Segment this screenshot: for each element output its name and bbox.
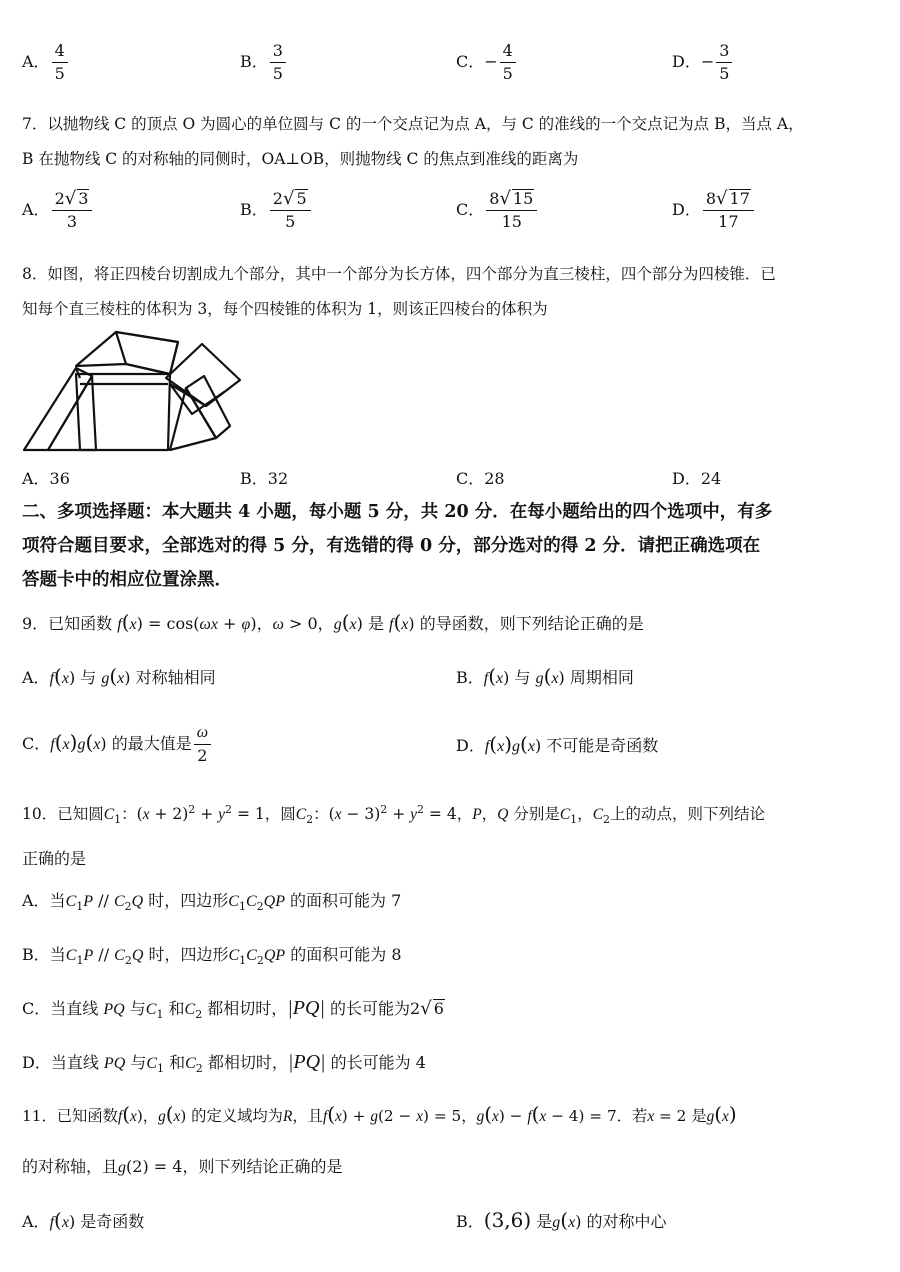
radical-icon: √	[282, 188, 295, 209]
math-y: y	[218, 806, 226, 823]
math-c: C	[145, 1001, 157, 1018]
paren: (	[54, 664, 62, 688]
paren: (	[165, 1102, 174, 1126]
math-x: x	[62, 736, 70, 753]
text: = 2 是	[654, 1107, 707, 1125]
q6-option-c	[456, 40, 518, 85]
text: = 4，	[424, 805, 473, 823]
math-f: f	[50, 736, 55, 753]
subscript: 1	[239, 954, 247, 968]
denominator: 5	[502, 64, 513, 83]
denominator: 15	[501, 212, 522, 231]
denominator: 5	[54, 64, 65, 83]
paren: (	[85, 730, 94, 754]
paren: (	[109, 664, 118, 688]
q10-option-c	[22, 996, 445, 1021]
math-r: R	[282, 1108, 293, 1125]
q10-option-d	[22, 1050, 426, 1075]
numerator	[486, 188, 537, 211]
paren: (	[714, 1102, 723, 1126]
math-p: P	[472, 806, 482, 823]
math-g: g	[552, 1214, 561, 1231]
coefficient: 2	[410, 999, 421, 1018]
paren: (	[341, 610, 350, 634]
q11-option-a	[22, 1208, 144, 1232]
math-x: x	[61, 1214, 69, 1231]
option-label: A．	[22, 1212, 50, 1231]
text: 时，四边形	[143, 945, 229, 964]
numerator	[703, 188, 754, 211]
text: 的长可能为 4	[325, 1053, 426, 1072]
section-2-line-3: 答题卡中的相应位置涂黑．	[22, 570, 232, 590]
q10-stem-line-1	[22, 802, 882, 826]
math-f: f	[117, 616, 122, 633]
q7-option-a	[22, 188, 94, 233]
text: ) −	[498, 1107, 528, 1125]
math-omega: ω	[272, 616, 284, 633]
math-f: f	[483, 670, 489, 687]
subscript: 1	[114, 813, 122, 827]
text: 的面积可能为 7	[284, 891, 402, 910]
paren: (	[543, 664, 552, 688]
option-label: B．	[240, 52, 268, 71]
math-c: C	[146, 1055, 158, 1072]
text: ) = 5，	[423, 1107, 477, 1125]
text: ) 与	[503, 668, 536, 687]
numerator: ω	[194, 722, 211, 745]
subscript: 1	[238, 900, 246, 914]
radical-icon: √	[64, 188, 77, 209]
paren: (	[484, 1102, 493, 1126]
math-c: C	[592, 806, 604, 823]
text: (2) = 4，则下列结论正确的是	[126, 1157, 343, 1176]
text: − 3)	[341, 805, 381, 823]
q11-stem-line-2	[22, 1154, 882, 1177]
q11-stem-line-1	[22, 1102, 882, 1126]
q8-option-d: D．24	[672, 469, 722, 488]
fraction	[486, 188, 537, 233]
denominator: 5	[272, 64, 283, 83]
subscript: 1	[76, 954, 84, 968]
math-c: C	[65, 947, 77, 964]
math-x: x	[129, 616, 137, 633]
q8-option-c: C．28	[456, 469, 505, 488]
math-point: (3,6)	[483, 1208, 532, 1232]
radicand: 6	[433, 999, 444, 1018]
fraction	[52, 188, 93, 233]
text: )，	[136, 1107, 159, 1125]
text: 都相切时，	[202, 999, 288, 1018]
math-c: C	[245, 893, 257, 910]
option-label: C．	[22, 734, 51, 753]
text: C．当直线	[22, 999, 104, 1018]
math-p: P	[83, 893, 94, 910]
math-c: C	[65, 893, 77, 910]
math-f: f	[49, 1214, 55, 1231]
q10-option-b	[22, 942, 402, 967]
math-qp: QP	[263, 893, 285, 910]
text: ：(	[121, 805, 143, 823]
option-label: A．	[22, 52, 50, 71]
radical-icon: √	[716, 188, 728, 209]
text: 和	[164, 1053, 186, 1072]
text: 11．已知函数	[22, 1107, 118, 1125]
option-label: B．	[240, 200, 268, 219]
denominator: 5	[719, 64, 730, 83]
math-c: C	[184, 1001, 196, 1018]
superscript: 2	[380, 802, 388, 816]
q10-stem-line-2: 正确的是	[22, 849, 87, 868]
subscript: 2	[124, 900, 132, 914]
paren: )	[69, 730, 78, 754]
text: 分别是	[508, 805, 560, 823]
numerator	[270, 188, 311, 211]
math-qp: QP	[263, 947, 286, 964]
denominator: 3	[66, 212, 78, 231]
math-q: Q	[497, 806, 509, 823]
q7-option-b	[240, 188, 313, 233]
text: ，	[481, 805, 498, 823]
math-g: g	[370, 1108, 378, 1125]
q6-option-d	[672, 40, 734, 85]
text: +	[387, 805, 411, 823]
math-g: g	[101, 670, 110, 687]
coefficient: 2	[54, 189, 65, 208]
text: +	[217, 614, 242, 633]
option-label: D．	[456, 736, 485, 755]
math-omega: ω	[199, 616, 211, 633]
q7-option-c	[456, 188, 539, 233]
text: ：(	[313, 805, 335, 823]
text: ) 对称轴相同	[124, 668, 216, 687]
text: //	[93, 891, 114, 910]
text: 上的动点，则下列结论	[610, 805, 766, 823]
math-f: f	[527, 1108, 532, 1125]
paren: (	[54, 1208, 62, 1232]
text: ) 不可能是奇函数	[534, 736, 659, 755]
math-f: f	[322, 1108, 328, 1125]
math-c: C	[246, 947, 257, 964]
math-c: C	[103, 806, 115, 823]
option-label: B．	[456, 1212, 484, 1231]
subscript: 2	[603, 813, 611, 827]
option-label: C．	[456, 52, 485, 71]
coefficient: 8	[705, 189, 717, 208]
math-x: x	[647, 1108, 655, 1125]
q11-option-b	[456, 1208, 667, 1232]
math-f: f	[389, 616, 394, 633]
radical-icon: √	[420, 998, 432, 1019]
math-f: f	[117, 1108, 123, 1125]
math-x: x	[496, 670, 504, 687]
numerator	[52, 188, 93, 211]
math-pq: PQ	[103, 1001, 125, 1018]
q9-option-c	[22, 722, 213, 767]
denominator: 5	[285, 212, 296, 231]
subscript: 1	[76, 900, 84, 914]
text: ) 的定义域均为	[180, 1107, 283, 1125]
fraction	[500, 40, 516, 85]
text: +	[195, 805, 219, 823]
text: = 1，圆	[232, 805, 296, 823]
fraction	[716, 40, 732, 85]
text: B．当	[22, 945, 66, 964]
q8-option-a: A．36	[22, 469, 70, 488]
minus-sign: −	[700, 52, 715, 71]
option-label: D．	[672, 200, 701, 219]
text: 9．已知函数	[22, 614, 118, 633]
math-x: x	[492, 1108, 499, 1125]
math-g: g	[512, 738, 521, 755]
paren: (	[560, 1208, 569, 1232]
text: 的面积可能为 8	[285, 945, 402, 964]
text: A．当	[22, 891, 66, 910]
math-y: y	[410, 806, 417, 823]
text: 是	[531, 1212, 553, 1231]
radicand: 15	[512, 189, 534, 208]
paren: (	[393, 610, 402, 634]
paren: (	[489, 732, 498, 756]
paren: (	[121, 610, 130, 634]
option-label: A．	[22, 668, 50, 687]
math-q: Q	[131, 893, 144, 910]
fraction	[270, 188, 311, 233]
text: + 2)	[149, 805, 189, 823]
text: 10．已知圆	[22, 805, 104, 823]
section-2-line-2: 项符合题目要求，全部选对的得 5 分，有选错的得 0 分，部分选对的得 2 分．请把正确选项在	[22, 536, 761, 556]
text: )，	[250, 614, 273, 633]
math-x: x	[722, 1108, 729, 1125]
subscript: 1	[157, 1062, 165, 1076]
q9-stem	[22, 610, 882, 634]
q10-option-a	[22, 888, 401, 913]
math-x: x	[210, 616, 218, 633]
math-g: g	[77, 736, 86, 753]
subscript: 2	[195, 1062, 203, 1076]
q8-stem-line-1: 8．如图，将正四棱台切割成九个部分，其中一个部分为长方体，四个部分为直三棱柱，四个部分为四棱锥．已	[22, 265, 776, 283]
text: ，	[577, 805, 593, 823]
math-g: g	[706, 1108, 715, 1125]
numerator: 3	[270, 40, 286, 63]
math-x: x	[539, 1108, 547, 1125]
math-g: g	[118, 1159, 127, 1176]
radical-icon: √	[499, 188, 511, 209]
option-label: B．	[456, 668, 484, 687]
q9-option-a	[22, 664, 216, 688]
math-x: x	[130, 1108, 137, 1125]
subscript: 1	[156, 1008, 164, 1022]
math-c: C	[114, 947, 125, 964]
text: − 4) = 7．若	[546, 1107, 648, 1125]
math-phi: φ	[241, 616, 251, 633]
text: 的对称轴，且	[22, 1157, 119, 1176]
option-label: A．	[22, 200, 50, 219]
numerator: 4	[500, 40, 516, 63]
text: ) 是奇函数	[68, 1212, 145, 1231]
denominator: 2	[197, 746, 208, 765]
math-g: g	[476, 1108, 485, 1125]
radicand: 17	[729, 189, 750, 208]
q9-option-d	[456, 732, 658, 756]
q9-option-b	[456, 664, 634, 688]
superscript: 2	[225, 802, 233, 816]
text: 时，四边形	[143, 891, 229, 910]
text: > 0，	[283, 614, 334, 633]
subscript: 2	[195, 1008, 203, 1022]
text: (2 −	[377, 1107, 417, 1125]
math-g: g	[535, 670, 544, 687]
paren: (	[488, 664, 497, 688]
q6-option-a	[22, 40, 70, 85]
text: 与	[124, 999, 146, 1018]
coefficient: 8	[489, 189, 500, 208]
numerator: 3	[716, 40, 732, 63]
section-2-line-1: 二、多项选择题：本大题共 4 小题，每小题 5 分，共 20 分．在每小题给出的四个选项中，有多	[22, 502, 773, 522]
option-label: C．	[456, 200, 485, 219]
math-x: x	[173, 1108, 181, 1125]
text: 都相切时，	[202, 1053, 288, 1072]
q6-option-b	[240, 40, 288, 85]
subscript: 2	[256, 954, 264, 968]
text: ) 与	[68, 668, 102, 687]
text: //	[93, 945, 115, 964]
subscript: 2	[256, 900, 264, 914]
q8-stem-line-2: 知每个直三棱柱的体积为 3，每个四棱锥的体积为 1，则该正四棱台的体积为	[22, 300, 548, 318]
paren: )	[728, 1102, 737, 1126]
text: ) 是	[356, 614, 390, 633]
truncated-pyramid-figure	[20, 326, 250, 454]
fraction	[194, 722, 211, 767]
math-x: x	[334, 806, 342, 823]
math-c: C	[295, 806, 307, 823]
q8-option-b: B．32	[240, 469, 289, 488]
text: ，且	[292, 1107, 323, 1125]
math-x: x	[416, 1108, 424, 1125]
text: D．当直线	[22, 1053, 104, 1072]
text: ) = cos(	[136, 614, 200, 633]
math-c: C	[228, 947, 240, 964]
math-x: x	[527, 738, 535, 755]
text: ) 的导函数，则下列结论正确的是	[408, 614, 644, 633]
paren: (	[520, 732, 528, 756]
subscript: 1	[570, 813, 578, 827]
subscript: 2	[124, 954, 132, 968]
math-abs-pq: |PQ|	[287, 1051, 326, 1073]
math-f: f	[49, 670, 55, 687]
math-x: x	[497, 738, 505, 755]
math-x: x	[61, 670, 69, 687]
text: ) 的最大值是	[100, 734, 192, 753]
math-c: C	[185, 1055, 196, 1072]
radicand: 3	[78, 189, 89, 208]
math-x: x	[349, 616, 357, 633]
math-x: x	[117, 670, 125, 687]
fraction	[703, 188, 754, 233]
math-f: f	[484, 738, 490, 755]
math-c: C	[228, 893, 239, 910]
option-label: D．	[672, 52, 701, 71]
math-x: x	[551, 670, 559, 687]
math-x: x	[142, 806, 150, 823]
minus-sign: −	[484, 52, 498, 71]
paren: (	[327, 1102, 335, 1126]
math-abs-pq: |PQ|	[287, 997, 325, 1019]
coefficient: 2	[272, 189, 283, 208]
text: 与	[125, 1053, 147, 1072]
numerator: 4	[52, 40, 68, 63]
math-g: g	[333, 616, 342, 633]
superscript: 2	[188, 802, 196, 816]
radicand: 5	[296, 189, 307, 208]
math-x: x	[568, 1214, 576, 1231]
math-x: x	[335, 1108, 342, 1125]
paren: (	[54, 730, 63, 754]
math-x: x	[93, 736, 101, 753]
paren: (	[531, 1102, 540, 1126]
math-c: C	[559, 806, 571, 823]
math-c: C	[113, 893, 125, 910]
superscript: 2	[417, 802, 424, 816]
q7-stem-line-1: 7．以抛物线 C 的顶点 O 为圆心的单位圆与 C 的一个交点记为点 A，与 C 的准线的一个交点记为点 B，当点 A，	[22, 115, 804, 133]
paren: (	[122, 1102, 131, 1126]
text: ) +	[341, 1107, 371, 1125]
fraction	[52, 40, 68, 85]
q7-option-d	[672, 188, 756, 233]
math-g: g	[158, 1108, 166, 1125]
subscript: 2	[306, 813, 314, 827]
text: ) 周期相同	[558, 668, 634, 687]
paren: )	[504, 732, 513, 756]
math-p: P	[83, 947, 94, 964]
denominator: 17	[718, 212, 739, 231]
q7-stem-line-2: B 在抛物线 C 的对称轴的同侧时，OA⊥OB，则抛物线 C 的焦点到准线的距离为	[22, 150, 579, 168]
text: 和	[163, 999, 185, 1018]
math-x: x	[401, 616, 409, 633]
text: 的长可能为	[324, 999, 411, 1018]
fraction	[270, 40, 286, 85]
math-q: Q	[131, 947, 144, 964]
math-pq: PQ	[103, 1055, 126, 1072]
text: ) 的对称中心	[575, 1212, 667, 1231]
